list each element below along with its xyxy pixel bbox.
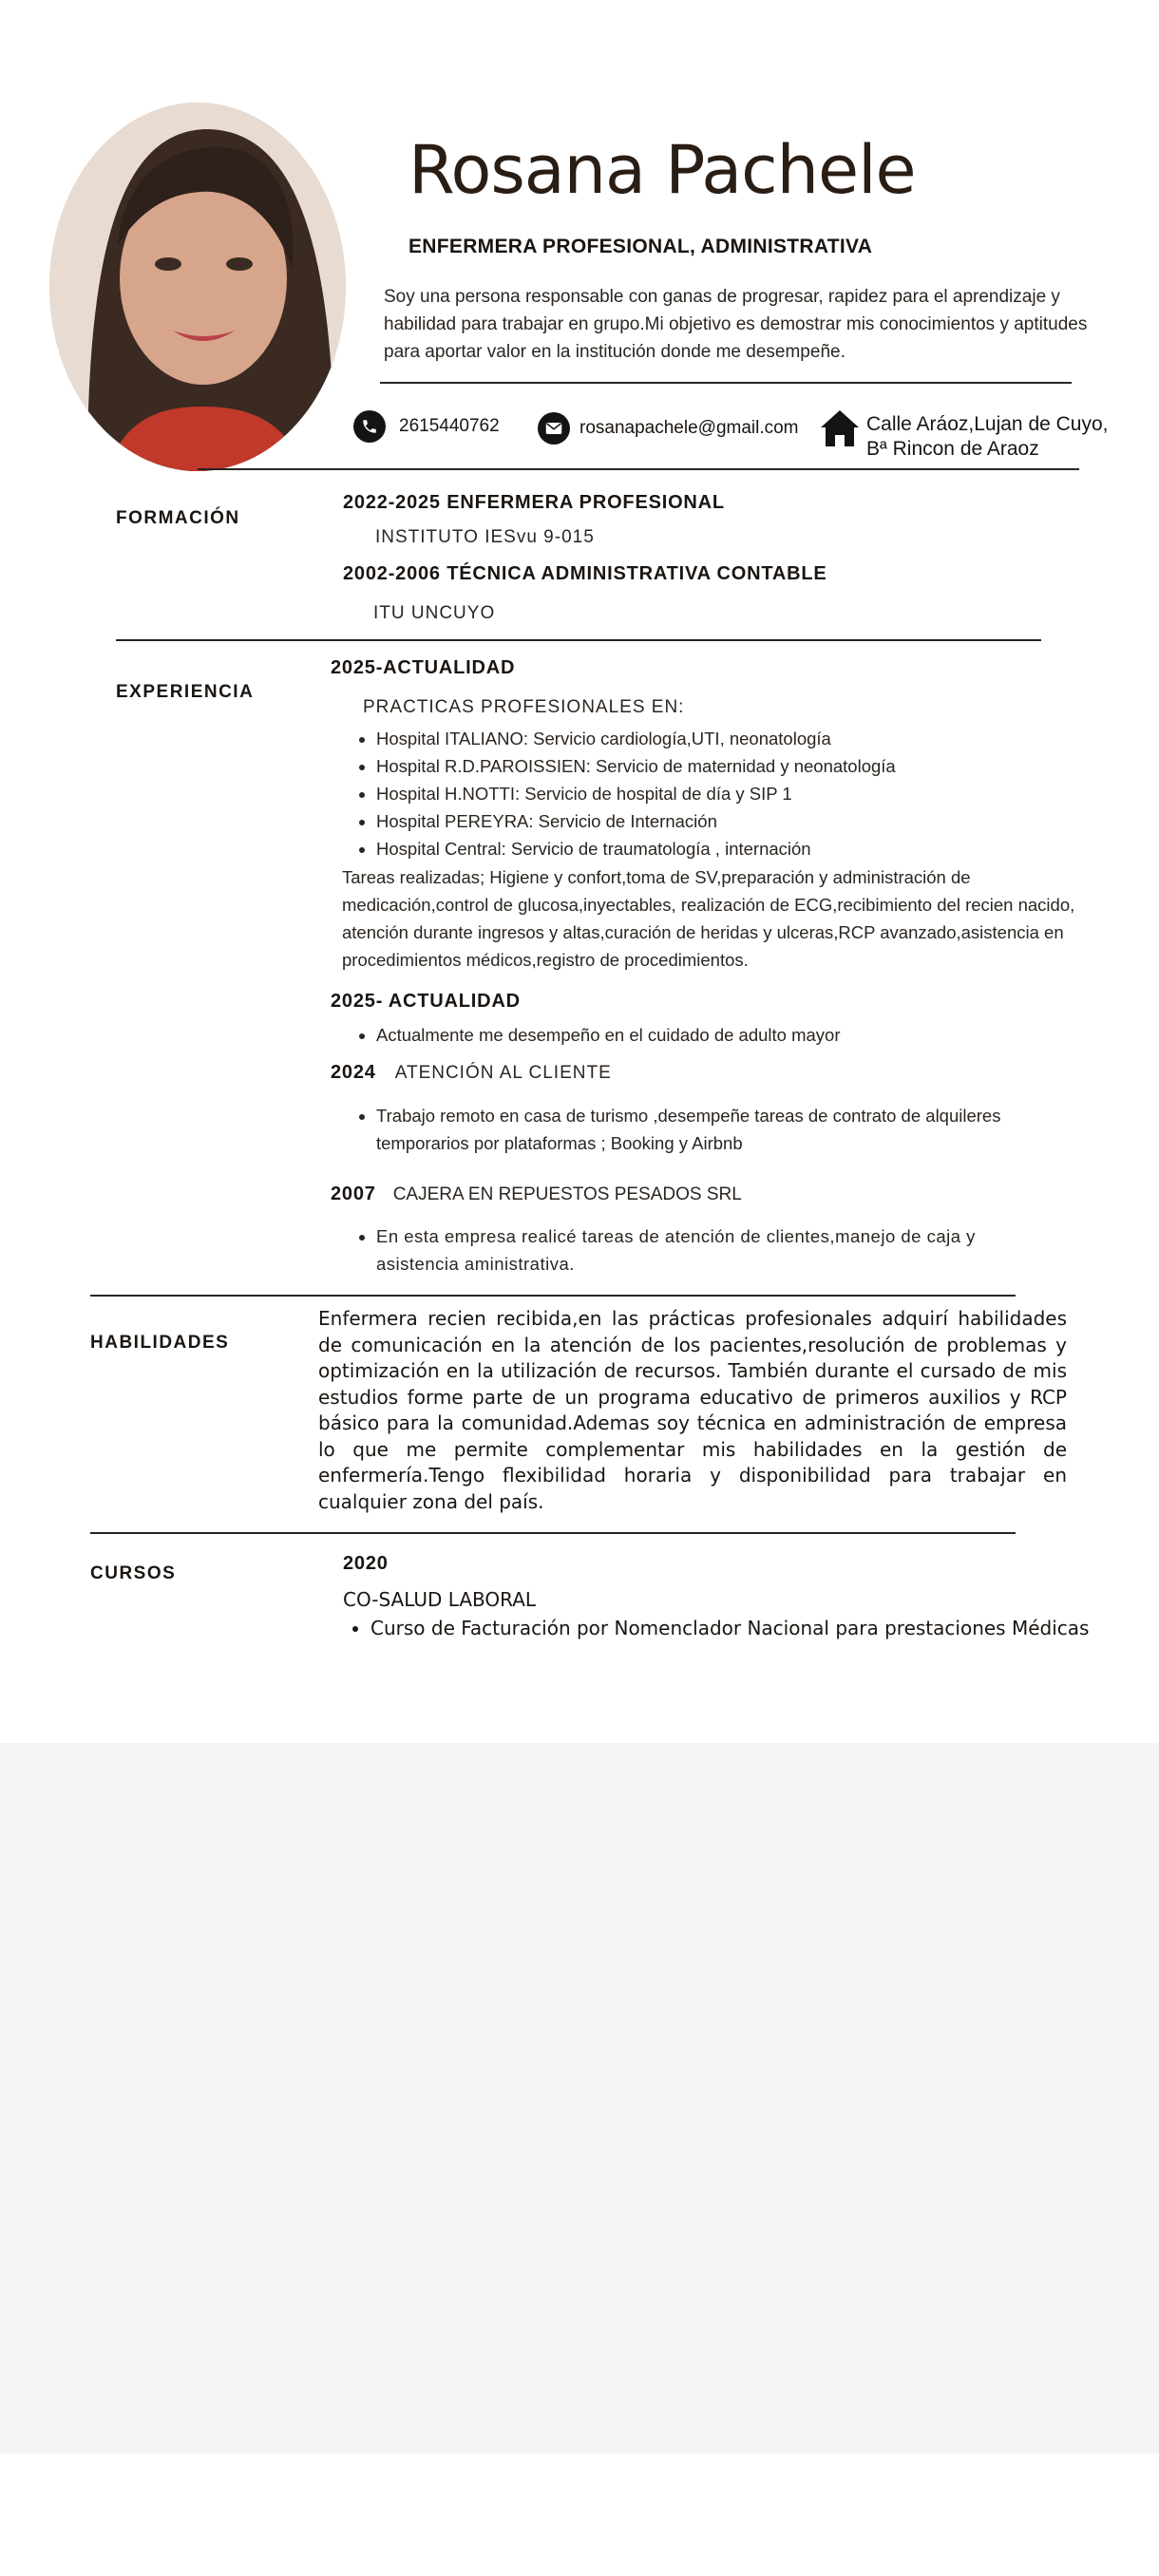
list-item: • Actualmente me desempeño en el cuidado de adulto mayor bbox=[376, 1021, 1079, 1049]
exp-list-4 bbox=[352, 1222, 1032, 1278]
divider bbox=[116, 639, 1041, 641]
section-title-habilidades: HABILIDADES bbox=[90, 1333, 230, 1353]
list-item: • Hospital R.D.PAROISSIEN: Servicio de maternidad y neonatología bbox=[376, 752, 1079, 780]
section-title-formacion: FORMACIÓN bbox=[116, 508, 240, 528]
cursos-year: 2020 bbox=[343, 1553, 389, 1574]
list-item: • Trabajo remoto en casa de turismo ,desempeñe tareas de contrato de alquileres temporarios por plataformas ; Booking y Airbnb bbox=[376, 1102, 1032, 1157]
section-title-cursos: CURSOS bbox=[90, 1563, 177, 1583]
exp-list-3 bbox=[352, 1102, 1032, 1157]
profile-photo bbox=[49, 103, 346, 471]
exp-heading-2: 2025- ACTUALIDAD bbox=[331, 991, 521, 1012]
list-item: • Curso de Facturación por Nomenclador Nacional para prestaciones Médicas bbox=[370, 1615, 1159, 1642]
phone-number[interactable]: 2615440762 bbox=[399, 416, 500, 436]
contact-address bbox=[866, 412, 1109, 462]
exp-heading-4 bbox=[331, 1184, 742, 1205]
page-background-gap bbox=[0, 1743, 1159, 2453]
contact-phone bbox=[353, 410, 500, 443]
home-icon bbox=[819, 408, 861, 453]
job-role: ENFERMERA PROFESIONAL, ADMINISTRATIVA bbox=[408, 236, 873, 257]
address-line-1: Calle Aráoz,Lujan de Cuyo, bbox=[866, 413, 1109, 435]
curso-item-1: CO-SALUD LABORAL bbox=[343, 1588, 537, 1611]
formacion-institution-1: INSTITUTO IESvu 9-015 bbox=[375, 527, 595, 547]
exp-title-4: CAJERA EN REPUESTOS PESADOS SRL bbox=[392, 1184, 742, 1204]
exp-list-2 bbox=[352, 1021, 1079, 1049]
exp-subheading-1: PRACTICAS PROFESIONALES EN: bbox=[363, 697, 685, 717]
exp-heading-3 bbox=[331, 1062, 612, 1084]
list-item: • Hospital Central: Servicio de traumatología , internación bbox=[376, 835, 1079, 862]
list-item: • Hospital ITALIANO: Servicio cardiología,UTI, neonatología bbox=[376, 725, 1079, 752]
exp-year-3: 2024 bbox=[331, 1062, 376, 1083]
mail-icon bbox=[538, 412, 570, 445]
contact-email bbox=[538, 412, 799, 445]
portrait-image bbox=[49, 103, 346, 471]
formacion-institution-2: ITU UNCUYO bbox=[373, 603, 496, 623]
address-line-2: Bª Rincon de Araoz bbox=[866, 438, 1039, 460]
formacion-heading-1: 2022-2025 ENFERMERA PROFESIONAL bbox=[343, 492, 725, 513]
list-item: • Hospital H.NOTTI: Servicio de hospital de día y SIP 1 bbox=[376, 780, 1079, 807]
next-page-strip bbox=[0, 2453, 1159, 2576]
tasks-text: Tareas realizadas; Higiene y confort,toma de SV,preparación y administración de medicación,control de glucosa,inyectables, realización de ECG,recibimiento del recien nacido, atención durante ingresos y altas,curación de heridas y ulceras,RCP avanzado,asistencia en procedimientos médicos,registro de procedimientos. bbox=[342, 867, 1075, 970]
divider bbox=[90, 1295, 1016, 1297]
cursos-list bbox=[342, 1615, 1159, 1642]
email-address[interactable]: rosanapachele@gmail.com bbox=[580, 418, 799, 438]
section-title-experiencia: EXPERIENCIA bbox=[116, 682, 255, 702]
hospital-list bbox=[352, 725, 1079, 862]
exp-heading-1: 2025-ACTUALIDAD bbox=[331, 657, 516, 678]
formacion-heading-2: 2002-2006 TÉCNICA ADMINISTRATIVA CONTABLE bbox=[343, 563, 827, 584]
candidate-name: Rosana Pachele bbox=[408, 131, 916, 209]
habilidades-text: Enfermera recien recibida,en las prácticas profesionales adquirí habilidades de comunicación en la atención de los pacientes,resolución de problemas y optimización en la utilización de recursos. También durante el cursado de mis estudios forme parte de un programa educativo de primeros auxilios y RCP básico para la comunidad.Ademas soy técnica en administración de empresa lo que me permite complementar mis habilidades en la gestión de enfermería.Tengo flexibilidad horaria y disponibilidad para trabajar en cualquier zona del país. bbox=[318, 1307, 1067, 1513]
exp-year-4: 2007 bbox=[331, 1184, 376, 1204]
list-item: • Hospital PEREYRA: Servicio de Internación bbox=[376, 807, 1079, 835]
phone-icon bbox=[353, 410, 386, 443]
exp-title-3: ATENCIÓN AL CLIENTE bbox=[394, 1063, 612, 1083]
about-text: Soy una persona responsable con ganas de progresar, rapidez para el aprendizaje y habilidad para trabajar en grupo.Mi objetivo es demostrar mis conocimientos y aptitudes para aportar valor en la institución donde me desempeñe. bbox=[384, 287, 1088, 362]
divider bbox=[198, 468, 1079, 470]
list-item: • En esta empresa realicé tareas de atención de clientes,manejo de caja y asistencia aministrativa. bbox=[376, 1222, 1032, 1278]
divider bbox=[380, 382, 1072, 384]
divider bbox=[90, 1532, 1016, 1534]
